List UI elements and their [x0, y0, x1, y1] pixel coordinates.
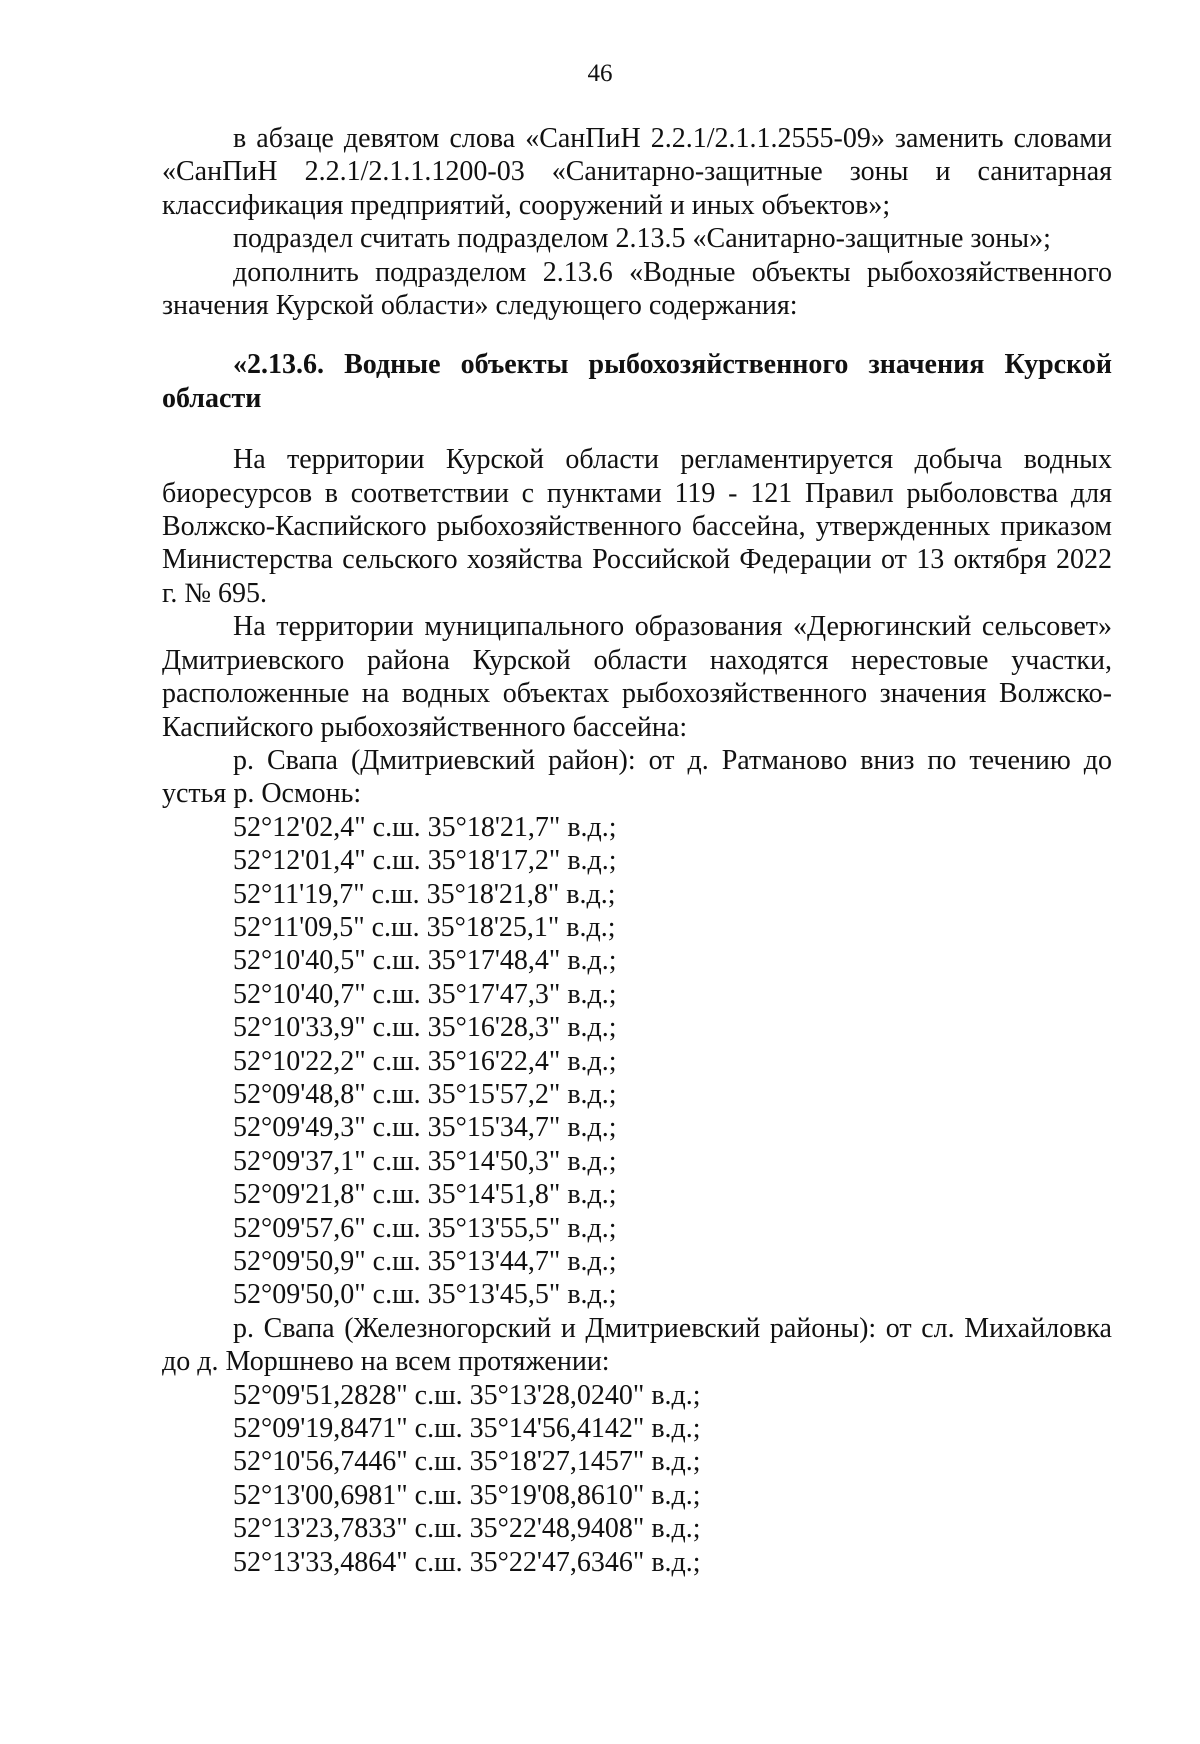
paragraph-river-svapa-zheleznogorsk: р. Свапа (Железногорский и Дмитриевский районы): от сл. Михайловка до д. Моршнево на всем протяжении:: [162, 1312, 1112, 1378]
coordinate-item: 52°11'09,5" с.ш. 35°18'25,1" в.д.;: [233, 911, 616, 943]
coordinate-item: 52°10'22,2" с.ш. 35°16'22,4" в.д.;: [233, 1045, 617, 1077]
coordinate-item: 52°09'57,6" с.ш. 35°13'55,5" в.д.;: [233, 1212, 617, 1244]
coordinate-item: 52°11'19,7" с.ш. 35°18'21,8" в.д.;: [233, 878, 616, 910]
coordinate-list-2: [162, 1379, 1112, 1579]
paragraph-regulation: На территории Курской области регламентируется добыча водных биоресурсов в соответствии с пунктами 119 - 121 Правил рыболовства для Волжско-Каспийского рыбохозяйственного бассейна, утвержденных приказом Министерства сельского хозяйства Российской Федерации от 13 октября 2022 г. № 695.: [162, 444, 1112, 609]
coordinate-list-1: [162, 811, 1112, 1312]
coordinate-item: 52°10'40,5" с.ш. 35°17'48,4" в.д.;: [233, 945, 617, 977]
coordinate-item: 52°13'00,6981" с.ш. 35°19'08,8610" в.д.;: [233, 1479, 701, 1511]
coordinate-item: 52°09'48,8" с.ш. 35°15'57,2" в.д.;: [233, 1078, 617, 1110]
coordinate-item: 52°09'37,1" с.ш. 35°14'50,3" в.д.;: [233, 1145, 617, 1177]
paragraph-sanpin-replace: в абзаце девятом слова «СанПиН 2.2.1/2.1.1.2555-09» заменить словами «СанПиН 2.2.1/2.1.1.1200-03 «Санитарно-защитные зоны и санитарная классификация предприятий, сооружений и иных объектов»;: [162, 123, 1112, 221]
coordinate-item: 52°13'33,4864" с.ш. 35°22'47,6346" в.д.;: [233, 1546, 701, 1578]
paragraph-spawning-areas: На территории муниципального образования «Дерюгинский сельсовет» Дмитриевского района Курской области находятся нерестовые участки, расположенные на водных объектах рыбохозяйственного значения Волжско-Каспийского рыбохозяйственного бассейна:: [162, 611, 1112, 743]
coordinate-item: 52°13'23,7833" с.ш. 35°22'48,9408" в.д.;: [233, 1513, 701, 1545]
coordinate-item: 52°09'50,0" с.ш. 35°13'45,5" в.д.;: [233, 1279, 617, 1311]
coordinate-item: 52°09'21,8" с.ш. 35°14'51,8" в.д.;: [233, 1179, 617, 1211]
coordinate-item: 52°09'51,2828" с.ш. 35°13'28,0240" в.д.;: [233, 1379, 701, 1411]
coordinate-item: 52°10'33,9" с.ш. 35°16'28,3" в.д.;: [233, 1012, 617, 1044]
page-number: 46: [587, 60, 613, 87]
section-heading: «2.13.6. Водные объекты рыбохозяйственного значения Курской области: [162, 349, 1112, 414]
paragraph-subsection-add: дополнить подразделом 2.13.6 «Водные объекты рыбохозяйственного значения Курской области» следующего содержания:: [162, 256, 1112, 322]
coordinate-item: 52°09'49,3" с.ш. 35°15'34,7" в.д.;: [233, 1112, 617, 1144]
coordinate-item: 52°12'01,4" с.ш. 35°18'17,2" в.д.;: [233, 845, 617, 877]
coordinate-item: 52°10'40,7" с.ш. 35°17'47,3" в.д.;: [233, 978, 617, 1010]
coordinate-item: 52°09'50,9" с.ш. 35°13'44,7" в.д.;: [233, 1246, 617, 1277]
document-body: [162, 122, 1112, 1579]
coordinate-item: 52°09'19,8471" с.ш. 35°14'56,4142" в.д.;: [233, 1413, 701, 1445]
coordinate-item: 52°12'02,4" с.ш. 35°18'21,7" в.д.;: [233, 811, 617, 843]
paragraph-subsection-rename: подраздел считать подразделом 2.13.5 «Санитарно-защитные зоны»;: [233, 223, 1051, 255]
paragraph-river-svapa-dmitriev: р. Свапа (Дмитриевский район): от д. Ратманово вниз по течению до устья р. Осмонь:: [162, 744, 1112, 810]
coordinate-item: 52°10'56,7446" с.ш. 35°18'27,1457" в.д.;: [233, 1446, 701, 1478]
